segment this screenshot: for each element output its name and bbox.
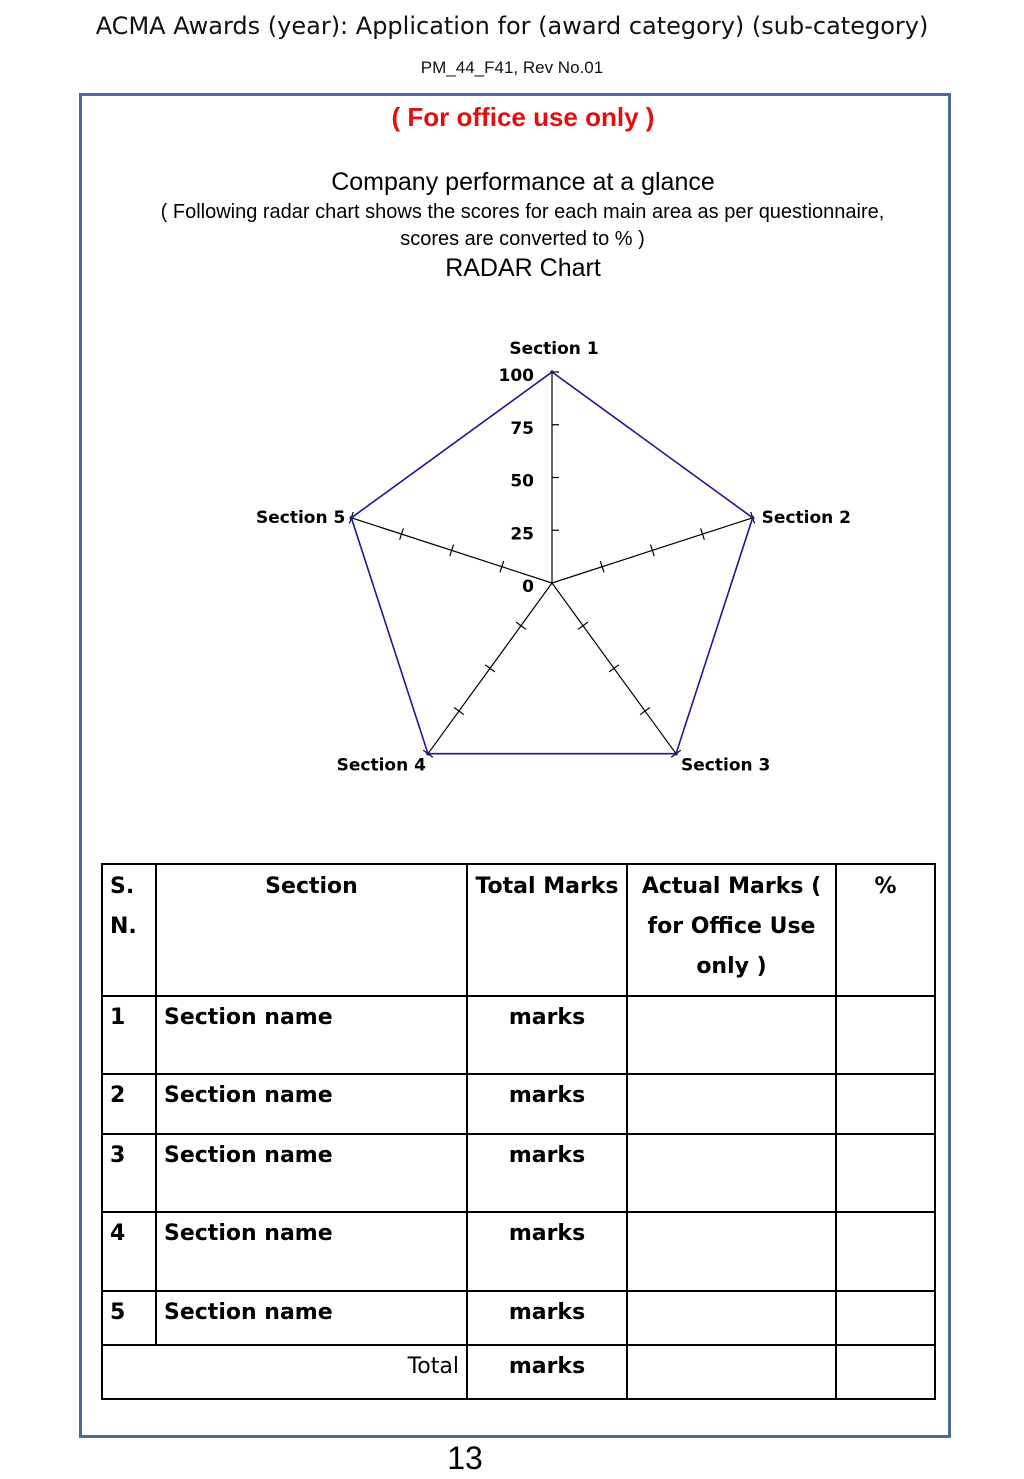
row-actual-marks-cell[interactable] bbox=[627, 1074, 836, 1134]
table-row bbox=[102, 996, 935, 1074]
table-header-row bbox=[102, 864, 935, 996]
header-sn: S. N. bbox=[102, 864, 156, 996]
radar-axis-label: Section 3 bbox=[681, 755, 771, 776]
radar-data-point bbox=[426, 752, 430, 756]
radar-scale-label: 25 bbox=[510, 524, 534, 545]
header-total-marks: Total Marks bbox=[467, 864, 627, 996]
performance-title: Company performance at a glance bbox=[331, 168, 715, 196]
table-row bbox=[102, 1212, 935, 1291]
row-section-name: Section name bbox=[156, 1212, 467, 1291]
radar-scale-label: 100 bbox=[498, 366, 534, 386]
table-total-row bbox=[102, 1345, 935, 1399]
row-actual-marks-cell[interactable] bbox=[627, 1291, 836, 1345]
table-row bbox=[102, 1134, 935, 1212]
total-percent-cell[interactable] bbox=[836, 1345, 935, 1399]
radar-tick-mark bbox=[609, 665, 619, 672]
radar-axis-label: Section 4 bbox=[336, 755, 426, 776]
row-actual-marks-cell[interactable] bbox=[627, 1212, 836, 1291]
header-percent: % bbox=[836, 864, 935, 996]
office-use-note: ( For office use only ) bbox=[391, 102, 655, 132]
row-section-name: Section name bbox=[156, 1134, 467, 1212]
table-row bbox=[102, 1291, 935, 1345]
row-sn: 4 bbox=[102, 1212, 156, 1291]
radar-tick-mark bbox=[516, 622, 526, 629]
row-section-name: Section name bbox=[156, 1291, 467, 1345]
radar-data-point bbox=[751, 516, 755, 520]
row-sn: 1 bbox=[102, 996, 156, 1074]
total-label: Total bbox=[102, 1345, 467, 1399]
row-actual-marks-cell[interactable] bbox=[627, 996, 836, 1074]
radar-data-point bbox=[674, 752, 678, 756]
table-row bbox=[102, 1074, 935, 1134]
radar-tick-mark bbox=[578, 622, 588, 629]
radar-data-point bbox=[550, 370, 554, 374]
total-marks: marks bbox=[467, 1345, 627, 1399]
document-code: PM_44_F41, Rev No.01 bbox=[420, 58, 604, 77]
row-total-marks: marks bbox=[467, 1134, 627, 1212]
row-percent-cell[interactable] bbox=[836, 1212, 935, 1291]
radar-scale-label: 0 bbox=[522, 577, 534, 597]
radar-axis-label: Section 5 bbox=[255, 507, 346, 528]
header-section: Section bbox=[156, 864, 467, 996]
radar-tick-mark bbox=[640, 708, 650, 715]
radar-tick-mark bbox=[485, 665, 495, 672]
header-actual-marks: Actual Marks ( for Office Use only ) bbox=[627, 864, 836, 996]
scores-table bbox=[101, 863, 936, 1400]
row-percent-cell[interactable] bbox=[836, 1291, 935, 1345]
total-actual-marks-cell[interactable] bbox=[627, 1345, 836, 1399]
radar-scale-label: 50 bbox=[510, 471, 534, 492]
row-total-marks: marks bbox=[467, 996, 627, 1074]
row-sn: 5 bbox=[102, 1291, 156, 1345]
radar-axis-label: Section 1 bbox=[509, 339, 599, 359]
performance-description: ( Following radar chart shows the scores for each main area as per questionnaire, scores are converted to % ) bbox=[160, 201, 885, 250]
row-percent-cell[interactable] bbox=[836, 1074, 935, 1134]
radar-chart-title: RADAR Chart bbox=[445, 254, 601, 282]
row-section-name: Section name bbox=[156, 1074, 467, 1134]
radar-axis-label: Section 2 bbox=[761, 507, 852, 528]
row-total-marks: marks bbox=[467, 1212, 627, 1291]
row-actual-marks-cell[interactable] bbox=[627, 1134, 836, 1212]
row-total-marks: marks bbox=[467, 1291, 627, 1345]
radar-tick-mark bbox=[454, 708, 464, 715]
row-percent-cell[interactable] bbox=[836, 1134, 935, 1212]
row-sn: 2 bbox=[102, 1074, 156, 1134]
row-sn: 3 bbox=[102, 1134, 156, 1212]
row-total-marks: marks bbox=[467, 1074, 627, 1134]
page-number: 13 bbox=[447, 1440, 483, 1476]
row-section-name: Section name bbox=[156, 996, 467, 1074]
radar-data-point bbox=[350, 516, 354, 520]
row-percent-cell[interactable] bbox=[836, 996, 935, 1074]
document-header-title: ACMA Awards (year): Application for (award category) (sub-category) bbox=[95, 12, 929, 40]
radar-scale-label: 75 bbox=[510, 418, 534, 439]
